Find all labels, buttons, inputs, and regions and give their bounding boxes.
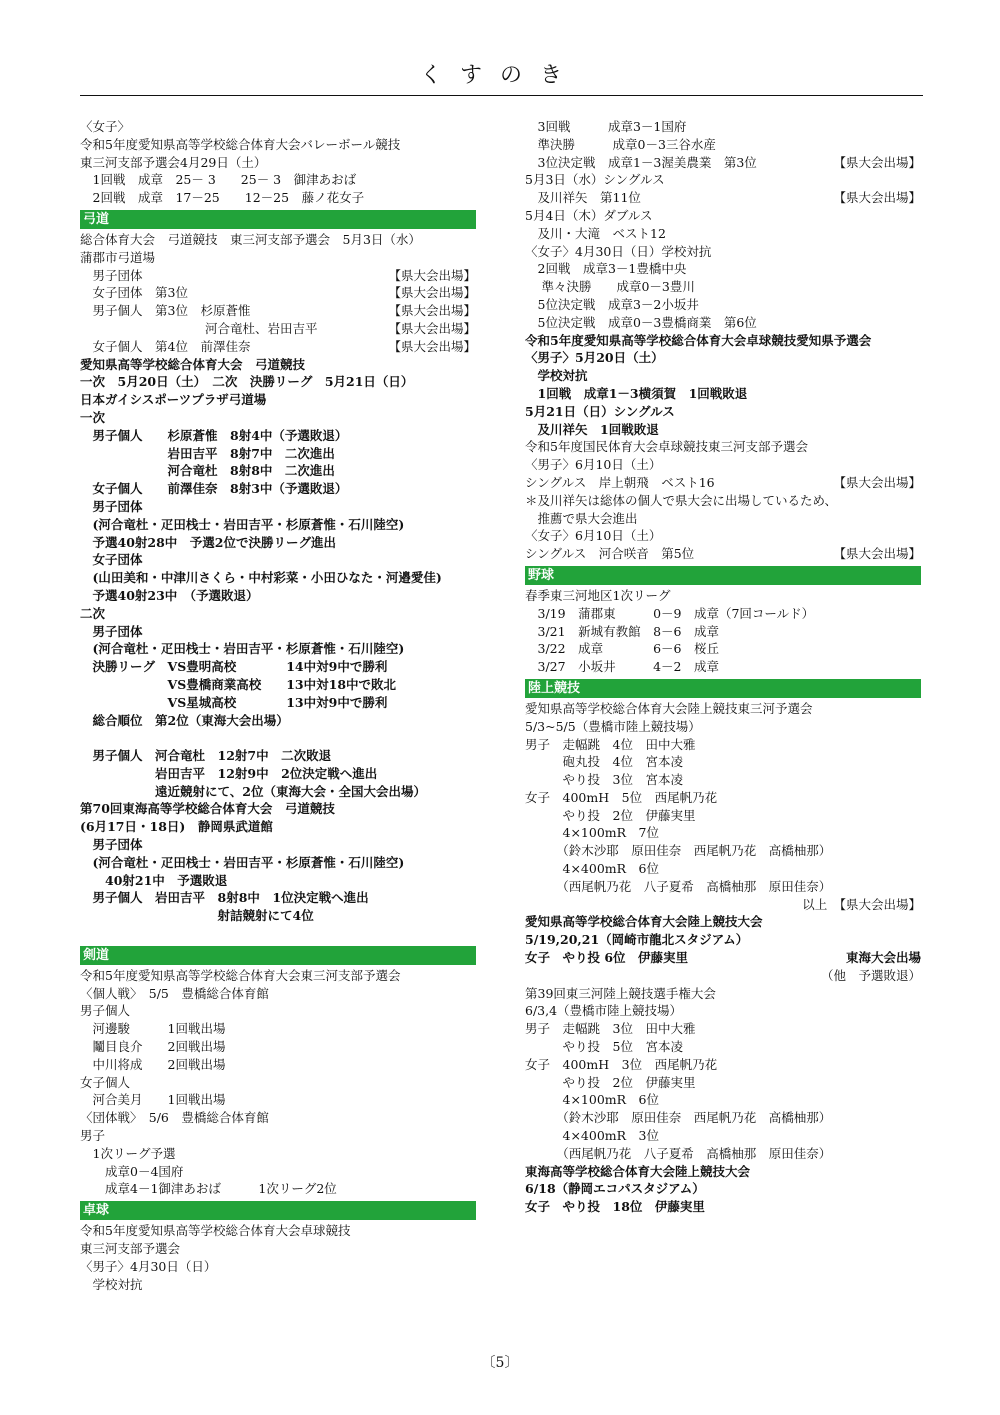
line-text: 令和5年度愛知県高等学校総合体育大会卓球競技 xyxy=(80,1223,351,1239)
text-line xyxy=(80,249,476,267)
line-text: （鈴木沙耶 原田佳奈 西尾帆乃花 高橋柚那） xyxy=(525,1110,832,1126)
line-text: 決勝リーグ VS豊明高校 14中対9中で勝利 xyxy=(80,659,388,675)
line-text: 5月21日（日）シングルス xyxy=(525,403,675,419)
text-line xyxy=(525,700,921,718)
text-line xyxy=(80,427,476,445)
line-text: (河合竜杜・疋田栈士・岩田吉平・杉原蒼惟・石川陸空) xyxy=(80,854,405,870)
line-text: 4×400mR 6位 xyxy=(525,861,660,877)
line-text: 5/3~5/5（豊橋市陸上競技場） xyxy=(525,718,701,734)
text-line xyxy=(80,373,476,391)
line-text: 3/22 成章 6－6 桜丘 xyxy=(525,641,719,657)
line-text: 成章4－1御津あおば 1次リーグ2位 xyxy=(80,1181,337,1197)
line-text: 女子個人 xyxy=(80,1074,131,1090)
text-line xyxy=(80,818,476,836)
line-text: 学校対抗 xyxy=(525,368,588,384)
text-line xyxy=(80,658,476,676)
text-line xyxy=(525,1109,921,1127)
section-heading: 剣道 xyxy=(80,946,476,965)
text-line xyxy=(525,807,921,825)
text-line xyxy=(525,753,921,771)
line-text: 河邊駿 1回戦出場 xyxy=(80,1021,226,1037)
line-text: 男子個人 岩田吉平 8射8中 1位決定戦へ進出 xyxy=(80,890,369,906)
text-line xyxy=(80,985,476,1003)
line-text: 女子 400mH 5位 西尾帆乃花 xyxy=(525,789,718,805)
line-text: 男子個人 xyxy=(80,1003,131,1019)
line-text: 総合順位 第2位（東海大会出場） xyxy=(80,712,289,728)
section-heading: 卓球 xyxy=(80,1201,476,1220)
line-text: （鈴木沙耶 原田佳奈 西尾帆乃花 高橋柚那） xyxy=(525,843,832,859)
page-number: 〔5〕 xyxy=(481,1355,519,1371)
text-line xyxy=(80,623,476,641)
line-text: 遠近競射にて、2位（東海大会・全国大会出場） xyxy=(80,783,426,799)
text-line xyxy=(525,913,921,931)
line-text: 予選40射23中 （予選敗退） xyxy=(80,587,259,603)
text-line xyxy=(80,284,476,302)
line-right-text: 【県大会出場】 xyxy=(833,546,921,562)
text-line xyxy=(80,854,476,872)
right-column xyxy=(525,118,921,1216)
text-line xyxy=(80,640,476,658)
text-line xyxy=(525,403,921,421)
line-text: 岩田吉平 8射7中 二次進出 xyxy=(80,445,335,461)
text-line xyxy=(525,260,921,278)
text-line xyxy=(525,1163,921,1181)
line-text: 〈団体戦〉 5/6 豊橋総合体育館 xyxy=(80,1110,269,1126)
section-heading: 野球 xyxy=(525,566,921,585)
text-line xyxy=(80,534,476,552)
line-text: 一次 5月20日（土） 二次 決勝リーグ 5月21日（日） xyxy=(80,374,414,390)
text-line xyxy=(525,1074,921,1092)
text-line xyxy=(525,349,921,367)
line-right-text: 【県大会出場】 xyxy=(833,190,921,206)
text-line xyxy=(80,231,476,249)
line-text: 春季東三河地区1次リーグ xyxy=(525,587,671,603)
line-text: 女子 やり投 18位 伊藤実里 xyxy=(525,1199,705,1215)
line-text: 鬮目良介 2回戦出場 xyxy=(80,1039,226,1055)
line-text: 及川祥矢 第11位 xyxy=(525,190,641,206)
line-text: 男子 走幅跳 3位 田中大雅 xyxy=(525,1021,696,1037)
text-line xyxy=(80,587,476,605)
line-text: 女子団体 xyxy=(80,552,143,568)
line-text: 学校対抗 xyxy=(80,1276,143,1292)
line-text: 推薦で県大会進出 xyxy=(525,510,638,526)
line-text: 令和5年度愛知県高等学校総合体育大会卓球競技愛知県予選会 xyxy=(525,332,872,348)
line-text: 岩田吉平 12射9中 2位決定戦へ進出 xyxy=(80,765,378,781)
text-line xyxy=(80,765,476,783)
text-line xyxy=(525,154,921,172)
line-text: 男子団体 xyxy=(80,498,143,514)
line-text: 射詰競射にて4位 xyxy=(80,908,314,924)
text-line xyxy=(80,154,476,172)
line-text: 1回戦 成章 25－ 3 25－ 3 御津あおば xyxy=(80,172,357,188)
text-line xyxy=(525,1091,921,1109)
text-line xyxy=(525,1002,921,1020)
text-line xyxy=(80,391,476,409)
line-right-text: 【県大会出場】 xyxy=(388,285,476,301)
text-line xyxy=(80,1002,476,1020)
line-text: 男子団体 xyxy=(80,837,143,853)
text-line xyxy=(80,836,476,854)
line-text: 女子個人 前澤佳奈 8射3中（予選敗退） xyxy=(80,481,348,497)
line-text: 準々決勝 成章0－3豊川 xyxy=(525,279,695,295)
line-text: 第39回東三河陸上競技選手権大会 xyxy=(525,985,716,1001)
text-line xyxy=(525,456,921,474)
line-text: VS星城高校 13中対9中で勝利 xyxy=(80,694,388,710)
line-text: 3/19 蒲郡東 0－9 成章（7回コールド） xyxy=(525,605,815,621)
line-text: ＊及川祥矢は総体の個人で県大会に出場しているため、 xyxy=(525,492,838,508)
text-line xyxy=(525,658,921,676)
text-line xyxy=(525,1038,921,1056)
text-line xyxy=(525,1145,921,1163)
line-text: 5月3日（水）シングルス xyxy=(525,172,665,188)
line-text: 準決勝 成章0－3三谷水産 xyxy=(525,136,716,152)
line-text: 愛知県高等学校総合体育大会陸上競技大会 xyxy=(525,914,763,930)
text-line xyxy=(80,356,476,374)
line-text: 予選40射28中 予選2位で決勝リーグ進出 xyxy=(80,534,336,550)
line-text: 及川・大滝 ベスト12 xyxy=(525,225,666,241)
line-right-text: （他 予選敗退） xyxy=(820,967,921,983)
line-text: 河合竜杜 8射8中 二次進出 xyxy=(80,463,335,479)
text-line xyxy=(80,1145,476,1163)
line-text: 愛知県高等学校総合体育大会陸上競技東三河予選会 xyxy=(525,700,813,716)
line-text: 東海高等学校総合体育大会陸上競技大会 xyxy=(525,1163,751,1179)
text-line xyxy=(525,332,921,350)
line-text: 総合体育大会 弓道競技 東三河支部予選会 5月3日（水） xyxy=(80,231,421,247)
line-text: 中川将成 2回戦出場 xyxy=(80,1056,226,1072)
spacer xyxy=(80,729,476,747)
line-text: 男子団体 xyxy=(80,623,143,639)
line-right-text: 【県大会出場】 xyxy=(388,303,476,319)
text-line xyxy=(80,320,476,338)
text-line xyxy=(525,278,921,296)
text-line xyxy=(525,949,921,967)
text-line xyxy=(525,118,921,136)
line-text: 〈男子〉6月10日（土） xyxy=(525,457,662,473)
line-text: 3回戦 成章3－1国府 xyxy=(525,119,687,134)
line-text: 令和5年度国民体育大会卓球競技東三河支部予選会 xyxy=(525,439,808,455)
line-text: 男子個人 杉原蒼惟 8射4中（予選敗退） xyxy=(80,427,348,443)
line-text: VS豊橋商業高校 13中対18中で敗北 xyxy=(80,676,397,692)
text-line xyxy=(80,889,476,907)
text-line xyxy=(525,385,921,403)
text-line xyxy=(80,676,476,694)
line-text: 5/19,20,21（岡崎市龍北スタジアム） xyxy=(525,932,749,948)
text-line xyxy=(80,189,476,207)
line-text: 及川祥矢 1回戦敗退 xyxy=(525,421,659,437)
line-text: 蒲郡市弓道場 xyxy=(80,249,156,265)
text-line xyxy=(525,587,921,605)
line-text: 4×100mR 6位 xyxy=(525,1092,660,1108)
line-text: やり投 3位 宮本凌 xyxy=(525,772,683,788)
line-text: 4×100mR 7位 xyxy=(525,825,660,841)
text-line xyxy=(80,1180,476,1198)
text-line xyxy=(525,207,921,225)
line-text: 3位決定戦 成章1－3渥美農業 第3位 xyxy=(525,154,757,170)
line-right-text: 【県大会出場】 xyxy=(388,320,476,336)
text-line xyxy=(525,718,921,736)
text-line xyxy=(525,824,921,842)
line-right-text: 以上 【県大会出場】 xyxy=(802,896,921,912)
text-line xyxy=(80,267,476,285)
text-line xyxy=(525,492,921,510)
line-text: 男子団体 xyxy=(80,267,143,283)
text-line xyxy=(525,225,921,243)
line-text: 3/21 新城有教館 8－6 成章 xyxy=(525,623,719,639)
line-text: (6月17日・18日) 静岡県武道館 xyxy=(80,819,273,835)
text-line xyxy=(525,967,921,985)
line-text: 東三河支部予選会4月29日（土） xyxy=(80,154,267,170)
text-line xyxy=(80,1020,476,1038)
text-line xyxy=(525,367,921,385)
left-column xyxy=(80,118,476,1293)
text-line xyxy=(525,896,921,914)
text-line xyxy=(80,1074,476,1092)
text-line xyxy=(80,1276,476,1294)
line-text: （西尾帆乃花 八子夏希 高橋柚那 原田佳奈） xyxy=(525,1145,832,1161)
line-text: 〈男子〉4月30日（日） xyxy=(80,1258,217,1274)
line-text: 女子 400mH 3位 西尾帆乃花 xyxy=(525,1056,718,1072)
line-text: 男子 xyxy=(80,1128,106,1144)
line-text: 〈個人戦〉 5/5 豊橋総合体育館 xyxy=(80,985,269,1001)
text-line xyxy=(525,1127,921,1145)
text-line xyxy=(525,1056,921,1074)
line-text: やり投 2位 伊藤実里 xyxy=(525,1074,696,1090)
text-line xyxy=(80,783,476,801)
line-text: 男子 走幅跳 4位 田中大雅 xyxy=(525,736,696,752)
text-line xyxy=(525,510,921,528)
text-line xyxy=(525,789,921,807)
line-right-text: 【県大会出場】 xyxy=(833,474,921,490)
text-line xyxy=(80,569,476,587)
line-text: 令和5年度愛知県高等学校総合体育大会バレーボール競技 xyxy=(80,136,401,152)
text-line xyxy=(80,338,476,356)
text-line xyxy=(80,118,476,136)
line-right-text: 東海大会出場 xyxy=(845,950,921,966)
text-line xyxy=(80,800,476,818)
text-line xyxy=(525,545,921,563)
spacer xyxy=(80,925,476,943)
text-line xyxy=(80,136,476,154)
text-line xyxy=(525,605,921,623)
text-line xyxy=(80,480,476,498)
line-text: 1次リーグ予選 xyxy=(80,1145,176,1161)
line-text: 40射21中 予選敗退 xyxy=(80,872,228,888)
text-line xyxy=(525,136,921,154)
text-line xyxy=(525,171,921,189)
text-line xyxy=(525,1180,921,1198)
line-text: 東三河支部予選会 xyxy=(80,1241,181,1257)
text-line xyxy=(80,712,476,730)
line-text: （西尾帆乃花 八子夏希 高橋柚那 原田佳奈） xyxy=(525,878,832,894)
text-line xyxy=(525,474,921,492)
text-line xyxy=(525,985,921,1003)
text-line xyxy=(80,516,476,534)
line-text: 日本ガイシスポーツプラザ弓道場 xyxy=(80,392,267,408)
line-text: 河合竜杜、岩田吉平 xyxy=(80,320,318,336)
text-line xyxy=(525,527,921,545)
text-line xyxy=(80,445,476,463)
text-line xyxy=(80,551,476,569)
section-heading: 弓道 xyxy=(80,210,476,229)
text-line xyxy=(525,314,921,332)
text-line xyxy=(525,623,921,641)
line-text: 二次 xyxy=(80,605,106,621)
line-text: 女子 やり投 6位 伊藤実里 xyxy=(525,950,689,966)
text-line xyxy=(525,771,921,789)
text-line xyxy=(80,1091,476,1109)
text-line xyxy=(525,736,921,754)
text-line xyxy=(80,1038,476,1056)
line-text: 女子個人 第4位 前澤佳奈 xyxy=(80,338,251,354)
line-text: 〈女子〉6月10日（土） xyxy=(525,528,662,544)
text-line xyxy=(525,931,921,949)
line-text: 令和5年度愛知県高等学校総合体育大会東三河支部予選会 xyxy=(80,967,401,983)
text-line xyxy=(80,605,476,623)
line-text: 河合美月 1回戦出場 xyxy=(80,1092,226,1108)
text-line xyxy=(525,1198,921,1216)
text-line xyxy=(80,1056,476,1074)
text-line xyxy=(80,302,476,320)
line-text: 2回戦 成章 17－25 12－25 藤ノ花女子 xyxy=(80,190,365,206)
text-line xyxy=(80,694,476,712)
line-text: (河合竜杜・疋田栈士・岩田吉平・杉原蒼惟・石川陸空) xyxy=(80,641,405,657)
text-line xyxy=(80,1258,476,1276)
line-text: 〈女子〉4月30日（日）学校対抗 xyxy=(525,243,712,259)
line-text: 男子個人 第3位 杉原蒼惟 xyxy=(80,303,251,319)
line-text: シングルス 岸上朝飛 ベスト16 xyxy=(525,474,715,490)
text-line xyxy=(80,747,476,765)
text-line xyxy=(80,1163,476,1181)
line-text: 4×400mR 3位 xyxy=(525,1128,660,1144)
line-text: 一次 xyxy=(80,409,106,425)
title-divider xyxy=(80,95,923,96)
text-line xyxy=(525,842,921,860)
line-right-text: 【県大会出場】 xyxy=(833,154,921,170)
line-text: 成章0－4国府 xyxy=(80,1163,184,1179)
text-line xyxy=(525,421,921,439)
line-text: 砲丸投 4位 宮本凌 xyxy=(525,754,683,770)
text-line xyxy=(525,296,921,314)
page-title: くすのき xyxy=(419,63,580,88)
line-right-text: 【県大会出場】 xyxy=(388,338,476,354)
text-line xyxy=(80,409,476,427)
line-text: 6/3,4（豊橋市陸上競技場） xyxy=(525,1003,683,1019)
text-line xyxy=(525,243,921,261)
line-text: 愛知県高等学校総合体育大会 弓道競技 xyxy=(80,356,306,372)
section-heading: 陸上競技 xyxy=(525,679,921,698)
line-text: やり投 2位 伊藤実里 xyxy=(525,807,696,823)
text-line xyxy=(80,872,476,890)
text-line xyxy=(525,878,921,896)
text-line xyxy=(80,907,476,925)
line-text: 6/18（静岡エコパスタジアム） xyxy=(525,1181,705,1197)
text-line xyxy=(80,171,476,189)
text-line xyxy=(80,967,476,985)
line-text: 〈男子〉5月20日（土） xyxy=(525,350,664,366)
line-text: (河合竜杜・疋田栈士・岩田吉平・杉原蒼惟・石川陸空) xyxy=(80,516,405,532)
text-line xyxy=(80,1127,476,1145)
text-line xyxy=(80,1240,476,1258)
line-text: 5月4日（木）ダブルス xyxy=(525,207,653,223)
line-text: シングルス 河合咲音 第5位 xyxy=(525,546,695,562)
text-line xyxy=(525,640,921,658)
text-line xyxy=(525,860,921,878)
line-text: 3/27 小坂井 4－2 成章 xyxy=(525,659,719,675)
text-line xyxy=(525,1020,921,1038)
line-text: 男子個人 河合竜杜 12射7中 二次敗退 xyxy=(80,748,332,764)
text-line xyxy=(525,438,921,456)
text-line xyxy=(80,1109,476,1127)
text-line xyxy=(80,462,476,480)
line-text: 第70回東海高等学校総合体育大会 弓道競技 xyxy=(80,801,335,817)
text-line xyxy=(80,1222,476,1240)
line-text: やり投 5位 宮本凌 xyxy=(525,1039,683,1055)
text-line xyxy=(525,189,921,207)
line-text: 5位決定戦 成章3－2小坂井 xyxy=(525,296,699,312)
line-text: 女子団体 第3位 xyxy=(80,285,188,301)
text-line xyxy=(80,498,476,516)
line-right-text: 【県大会出場】 xyxy=(388,267,476,283)
line-text: 1回戦 成章1－3横須賀 1回戦敗退 xyxy=(525,385,748,401)
line-text: 〈女子〉 xyxy=(80,119,131,134)
line-text: 2回戦 成章3－1豊橋中央 xyxy=(525,261,687,277)
line-text: (山田美和・中津川さくら・中村彩菜・小田ひなた・河邉愛佳) xyxy=(80,570,442,586)
line-text: 5位決定戦 成章0－3豊橋商業 第6位 xyxy=(525,314,757,330)
